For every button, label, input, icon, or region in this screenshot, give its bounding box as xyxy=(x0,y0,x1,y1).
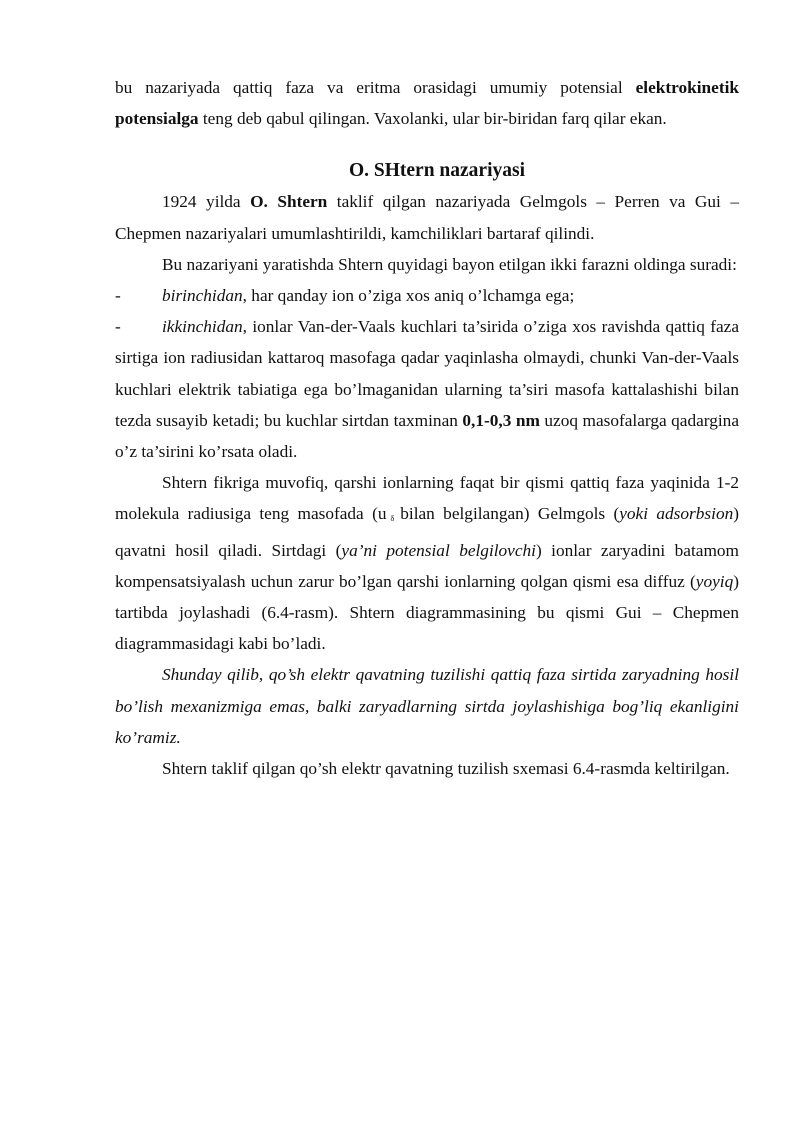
bullet-first xyxy=(115,280,739,311)
bullet-dash: - xyxy=(115,286,121,306)
p4-text-d: ) qavatni hosil qiladi. Sirtdagi ( xyxy=(115,504,739,560)
spacer xyxy=(115,134,739,155)
p4-text-b: bilan belgilangan) Gelmgols ( xyxy=(400,504,620,524)
delta-subscript: δ xyxy=(390,514,395,524)
bullet-second-italic: ikkinchidan xyxy=(162,317,243,337)
bullet-first-text: , har qanday ion o’ziga xos aniq o’lchamga ega; xyxy=(242,286,575,306)
page-text xyxy=(115,72,739,784)
p4-italic-g: yoyiq xyxy=(695,571,734,591)
p2-bold-name: O. Shtern xyxy=(250,192,328,212)
bullet-first-italic: birinchidan xyxy=(162,286,243,306)
p4-italic-e: ya’ni potensial belgilovchi xyxy=(341,540,536,560)
p4-text-a: Shtern fikriga muvofiq, qarshi ionlarning faqat bir qismi qattiq faza yaqinida 1-2 molekula radiusiga teng masofada (u xyxy=(115,473,739,524)
bullet-second xyxy=(115,311,739,467)
bullet-second-bold-range: 0,1-0,3 nm xyxy=(462,410,540,430)
paragraph-hypotheses: Bu nazariyani yaratishda Shtern quyidagi bayon etilgan ikki farazni oldinga suradi: xyxy=(162,254,737,274)
bullet-second-text: , ionlar Van-der-Vaals kuchlari ta’sirida o’ziga xos ravishda qattiq faza sirtiga ion radiusidan kattaroq masofaga qadar yaqinlasha olmaydi, chunki Van-der-Vaals kuchlari elektrik tabiatiga ega bo’lmaganidan ularning ta’siri masofa kattalashishi bilan tezda susayib ketadi; bu kuchlar sirtdan taxminan xyxy=(115,317,739,430)
p4-text-f: ) ionlar zaryadini batamom kompensatsiyalash uchun zarur bo’lgan qarshi ionlarning qolgan qismi esa diffuz ( xyxy=(115,540,739,591)
p4-italic-c: yoki adsorbsion xyxy=(619,504,734,524)
p2-text: 1924 yilda xyxy=(162,192,251,212)
p2-text-end: taklif qilgan nazariyada Gelmgols – Perren va Gui – Chepmen nazariyalari umumlashtirildi, kamchiliklari bartaraf qilindi. xyxy=(115,192,739,243)
bullet-dash: - xyxy=(115,317,121,337)
conclusion-italic: Shunday qilib, qo’sh elektr qavatning tuzilishi qattiq faza sirtida zaryadning hosil bo’lish mexanizmiga emas, balki zaryadlarning sirtda joylashishiga bog’liq ekanligini ko’ramiz. xyxy=(115,665,739,747)
intro-text: bu nazariyada qattiq faza va eritma orasidagi umumiy potensial xyxy=(115,78,636,97)
paragraph-figure-ref: Shtern taklif qilgan qo’sh elektr qavatning tuzilish sxemasi 6.4-rasmda keltirilgan. xyxy=(162,759,730,779)
bullet-second-text-end: uzoq masofalarga qadargina o’z ta’sirini ko’rsata oladi. xyxy=(115,410,739,462)
paragraph-1924 xyxy=(115,186,739,248)
paragraph-shtern-view xyxy=(115,467,739,659)
intro-text-end: teng deb qabul qilingan. Vaxolanki, ular bir-biridan farq qilar ekan. xyxy=(198,109,667,129)
paragraph-intro xyxy=(115,72,739,134)
paragraph-conclusion xyxy=(115,659,739,753)
intro-bold-term: elektrokinetik potensialga xyxy=(115,78,739,129)
section-title: O. SHtern nazariyasi xyxy=(348,160,526,182)
p4-text-h: ) tartibda joylashadi (6.4-rasm). Shtern diagrammasining bu qismi Gui – Chepmen diagrammasidagi kabi bo’ladi. xyxy=(115,571,739,654)
